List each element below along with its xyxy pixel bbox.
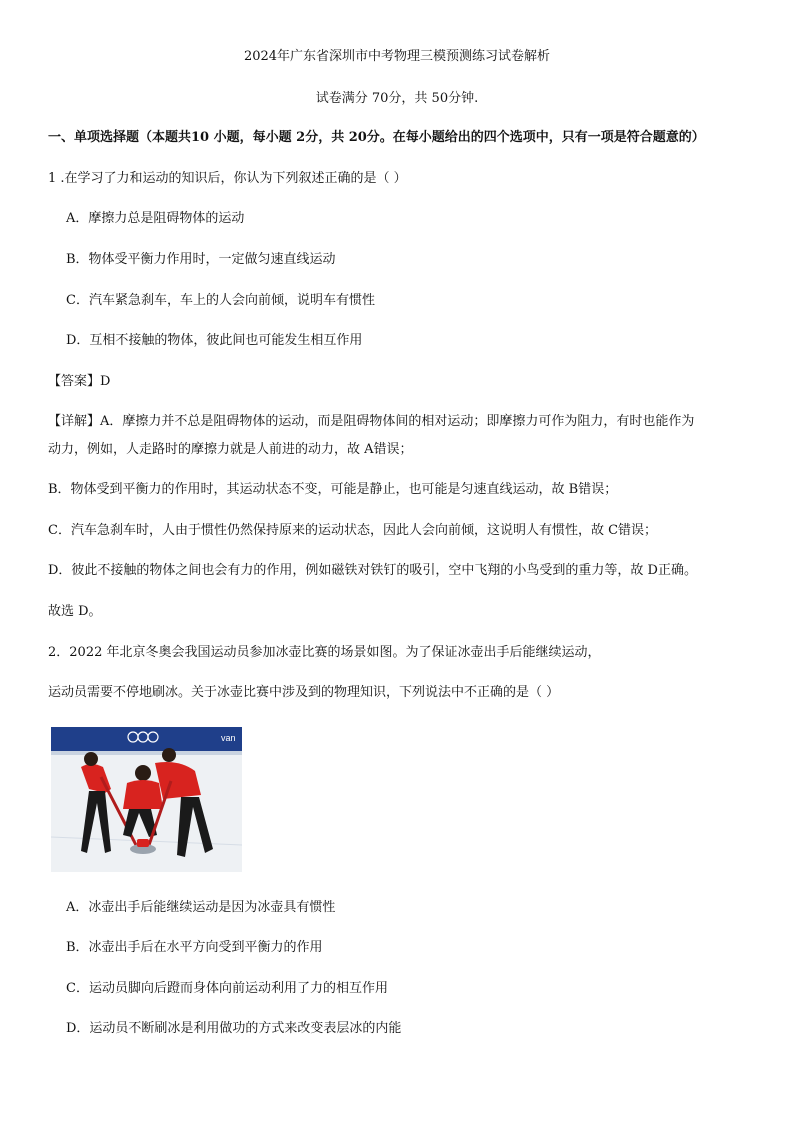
q2-option-a: A．冰壶出手后能继续运动是因为冰壶具有惯性	[66, 900, 336, 915]
question-2-stem: 2．2022 年北京冬奥会我国运动员参加冰壶比赛的场景如图。为了保证冰壶出手后能继续运动，	[48, 645, 601, 660]
q2-option-c: C．运动员脚向后蹬而身体向前运动利用了力的相互作用	[66, 981, 388, 996]
section-heading: 一、单项选择题（本题共10 小题，每小题 2分，共 20分。在每小题给出的四个选项中，只有一项是符合题意的）	[48, 130, 705, 145]
q2-option-b: B．冰壶出手后在水平方向受到平衡力的作用	[66, 940, 323, 955]
board-text: van	[221, 733, 236, 743]
q1-detail-line: B．物体受到平衡力的作用时，其运动状态不变，可能是静止，也可能是匀速直线运动，故 B错误；	[48, 482, 618, 497]
q1-detail-line: 动力，例如，人走路时的摩擦力就是人前进的动力，故 A错误；	[48, 442, 413, 457]
q1-option-b: B．物体受平衡力作用时，一定做匀速直线运动	[66, 252, 336, 267]
q1-detail-line: D．彼此不接触的物体之间也会有力的作用，例如磁铁对铁钉的吸引，空中飞翔的小鸟受到的重力等，故 D正确。	[48, 563, 697, 578]
q1-detail-line: 故选 D。	[48, 604, 102, 619]
question-1-stem: 1 .在学习了力和运动的知识后，你认为下列叙述正确的是（ ）	[48, 171, 407, 186]
q1-option-a: A．摩擦力总是阻碍物体的运动	[66, 211, 245, 226]
curling-photo	[51, 727, 242, 872]
exam-subtitle: 试卷满分 70分，共 50分钟.	[315, 91, 479, 106]
q1-detail-line: 【详解】A．摩擦力并不总是阻碍物体的运动，而是阻碍物体间的相对运动；即摩擦力可作为阻力，有时也能作为	[48, 414, 695, 429]
exam-title: 2024年广东省深圳市中考物理三模预测练习试卷解析	[243, 49, 551, 64]
q2-option-d: D．运动员不断刷冰是利用做功的方式来改变表层冰的内能	[66, 1021, 402, 1036]
q1-detail-line: C．汽车急刹车时，人由于惯性仍然保持原来的运动状态，因此人会向前倾，这说明人有惯性，故 C错误；	[48, 523, 658, 538]
q1-option-d: D．互相不接触的物体，彼此间也可能发生相互作用	[66, 333, 363, 348]
question-2-stem: 运动员需要不停地刷冰。关于冰壶比赛中涉及到的物理知识，下列说法中不正确的是（ ）	[48, 685, 560, 700]
q1-answer: 【答案】D	[48, 374, 111, 389]
q1-option-c: C．汽车紧急刹车，车上的人会向前倾，说明车有惯性	[66, 293, 375, 308]
